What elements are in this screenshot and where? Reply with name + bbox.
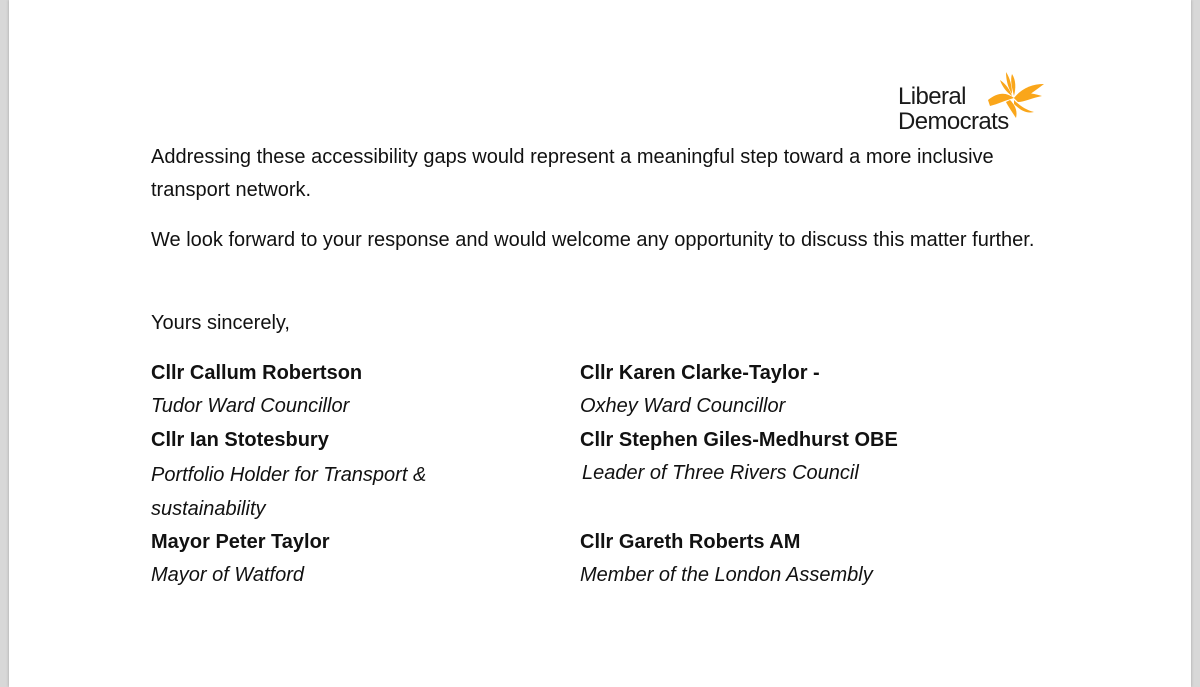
signatory-role: Mayor of Watford (151, 564, 305, 586)
logo-line-2: Democrats (898, 108, 1009, 135)
closing-line: Yours sincerely, (151, 312, 290, 334)
signatory-role: Member of the London Assembly (580, 564, 873, 586)
signatory-ian-stotesbury (151, 425, 491, 526)
signatory-name: Cllr Callum Robertson (151, 362, 363, 384)
signatory-name: Cllr Stephen Giles-Medhurst OBE (580, 429, 898, 451)
signatory-role: Tudor Ward Councillor (151, 395, 350, 417)
signatory-name: Cllr Ian Stotesbury (151, 429, 329, 451)
signatory-gareth-roberts (580, 527, 873, 590)
signatory-peter-taylor (151, 527, 330, 590)
signatory-callum-robertson (151, 358, 362, 421)
bird-icon (984, 70, 1046, 122)
signatory-role: Leader of Three Rivers Council (582, 462, 859, 484)
paragraph-response: We look forward to your response and would welcome any opportunity to discuss this matter further. (151, 229, 1035, 251)
signatory-karen-clarke-taylor (580, 358, 820, 421)
paragraph-accessibility: Addressing these accessibility gaps would represent a meaningful step toward a more inclusive transport network. (151, 146, 994, 201)
signatory-stephen-giles-medhurst (580, 425, 898, 488)
signatory-role: Portfolio Holder for Transport & sustainability (151, 464, 427, 520)
logo-line-1: Liberal (898, 83, 966, 110)
signatory-name: Cllr Karen Clarke-Taylor - (580, 362, 820, 384)
signatory-name: Mayor Peter Taylor (151, 531, 330, 553)
lib-dem-logo (898, 70, 1048, 140)
signatory-role: Oxhey Ward Councillor (580, 395, 786, 417)
signatory-name: Cllr Gareth Roberts AM (580, 531, 801, 553)
